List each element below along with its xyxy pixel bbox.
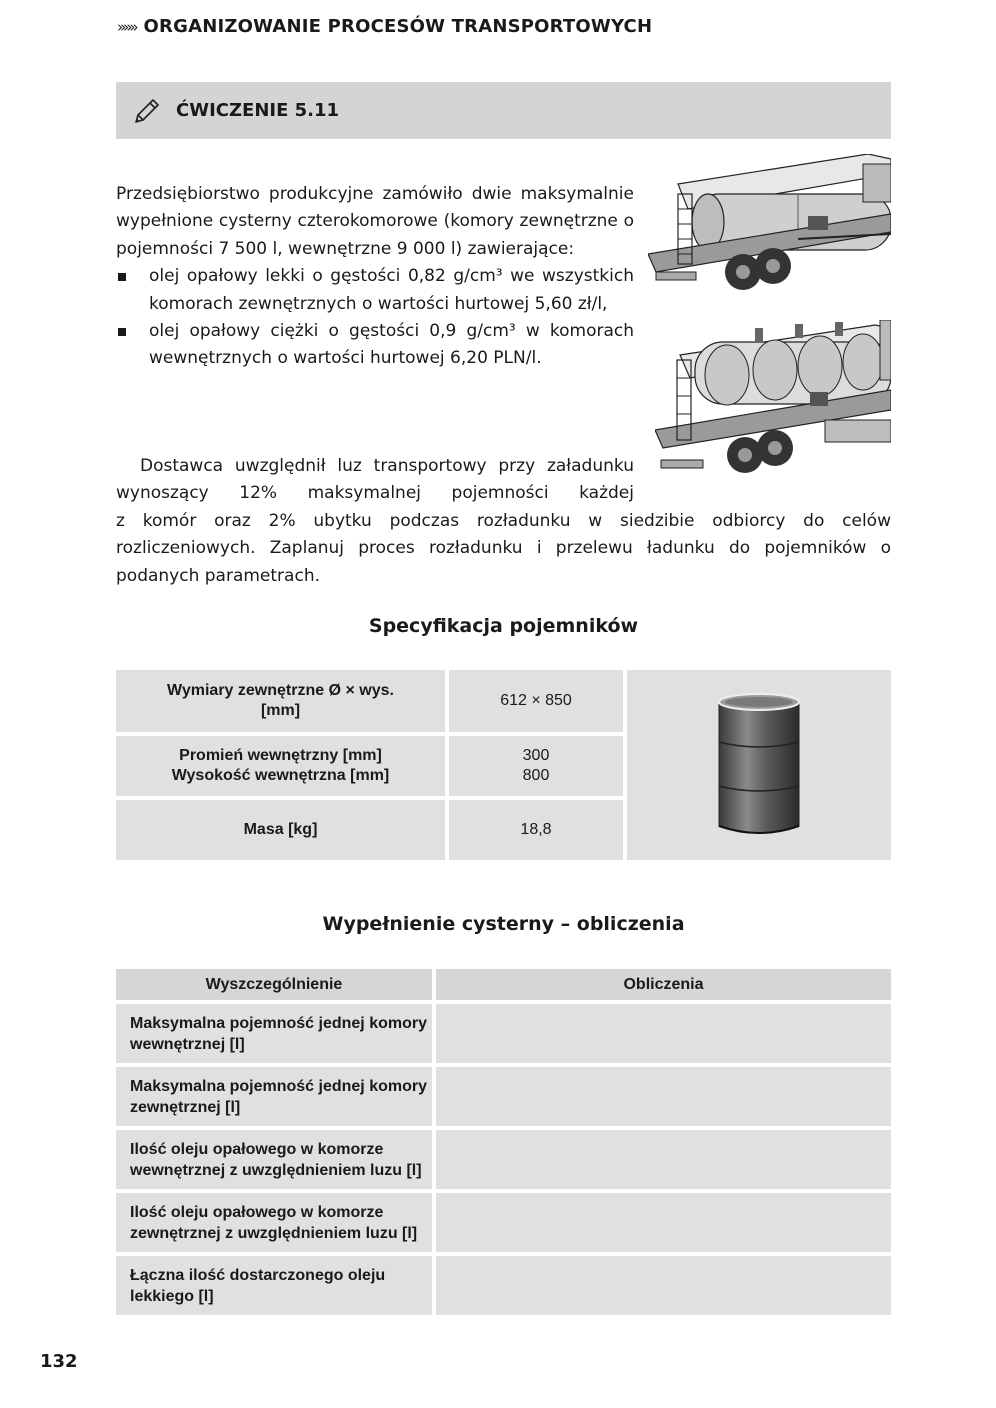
running-header	[117, 16, 652, 37]
tanker-truck-illustration	[648, 154, 891, 299]
calc-answer-field[interactable]	[436, 1193, 891, 1252]
bullet-item: olej opałowy ciężki o gęstości 0,9 g/cm³ w komorach wewnętrznych o wartości hurtowej 6,20 PLN/l.	[116, 318, 634, 373]
calc-header-calculations: Obliczenia	[436, 969, 891, 1000]
calc-table	[116, 969, 891, 1319]
calc-section-title: Wypełnienie cysterny – obliczenia	[322, 913, 685, 935]
calc-row-label	[116, 1130, 432, 1189]
pencil-icon	[132, 96, 162, 126]
intro-text	[116, 181, 634, 373]
calc-header-row	[116, 969, 891, 1000]
bullet-item: olej opałowy lekki o gęstości 0,82 g/cm³ we wszystkich komorach zewnętrznych o wartości hurtowej 5,60 zł/l,	[116, 263, 634, 318]
spec-label-cell	[116, 670, 445, 732]
barrel-image-cell	[627, 670, 891, 860]
tanker-truck-cutaway-illustration	[655, 320, 891, 490]
intro-paragraph: Przedsiębiorstwo produkcyjne zamówiło dwie maksymalnie wypełnione cysterny czterokomorowe (komory zewnętrzne o pojemności 7 500 l, wewnętrzne 9 000 l) zawierające:	[116, 184, 634, 259]
page-number: 132	[40, 1351, 78, 1372]
table-row	[116, 1130, 891, 1189]
exercise-title: ĆWICZENIE 5.11	[176, 100, 340, 121]
paragraph-2-line-1: Dostawca uwzględnił luz transportowy przy załadunku wynoszący 12% maksymalnej pojemności każdej	[116, 456, 634, 504]
calc-row-label	[116, 1004, 432, 1063]
spec-section-title: Specyfikacja pojemników	[368, 615, 639, 637]
bullet-list	[116, 263, 634, 373]
spec-value-cell	[449, 736, 623, 796]
calc-row-label	[116, 1193, 432, 1252]
calc-row-label-text: Ilość oleju opałowego w komorze wewnętrznej z uwzględnieniem luzu [l]	[130, 1140, 422, 1179]
spec-value: 300 800	[522, 747, 550, 784]
calc-answer-field[interactable]	[436, 1004, 891, 1063]
spec-label-cell	[116, 736, 445, 796]
table-row	[116, 1067, 891, 1126]
exercise-banner	[116, 82, 891, 139]
calc-row-label-text: Łączna ilość dostarczonego oleju lekkiego [l]	[130, 1266, 386, 1305]
table-row	[116, 1256, 891, 1315]
spec-label: Wymiary zewnętrzne Ø × wys. [mm]	[167, 682, 394, 719]
spec-table	[116, 670, 891, 860]
paragraph-2-rest: z komór oraz 2% ubytku podczas rozładunku w siedzibie odbiorcy do celów rozliczeniowych. Zaplanuj proces rozładunku i przelewu ładunku do pojemników o podanych parametrach.	[116, 510, 891, 586]
chapter-title: ORGANIZOWANIE PROCESÓW TRANSPORTOWYCH	[143, 16, 653, 37]
calc-answer-field[interactable]	[436, 1067, 891, 1126]
table-row	[116, 1193, 891, 1252]
calc-row-label-text: Ilość oleju opałowego w komorze zewnętrznej z uwzględnieniem luzu [l]	[130, 1203, 418, 1242]
barrel-illustration	[709, 690, 809, 840]
calc-row-label	[116, 1256, 432, 1315]
spec-label-cell	[116, 800, 445, 860]
calc-answer-field[interactable]	[436, 1130, 891, 1189]
calc-row-label	[116, 1067, 432, 1126]
spec-value-cell	[449, 670, 623, 732]
calc-row-label-text: Maksymalna pojemność jednej komory zewnętrznej [l]	[130, 1077, 427, 1116]
table-row	[116, 1004, 891, 1063]
calc-row-label-text: Maksymalna pojemność jednej komory wewnętrznej [l]	[130, 1014, 427, 1053]
spec-label: Masa [kg]	[243, 821, 318, 838]
calc-header-specification: Wyszczególnienie	[116, 969, 432, 1000]
chevrons-icon: »»»	[117, 17, 136, 36]
calc-answer-field[interactable]	[436, 1256, 891, 1315]
spec-value: 612 × 850	[500, 692, 572, 709]
spec-value: 18,8	[520, 821, 552, 838]
spec-label: Promień wewnętrzny [mm] Wysokość wewnętrzna [mm]	[171, 747, 390, 784]
spec-value-cell	[449, 800, 623, 860]
